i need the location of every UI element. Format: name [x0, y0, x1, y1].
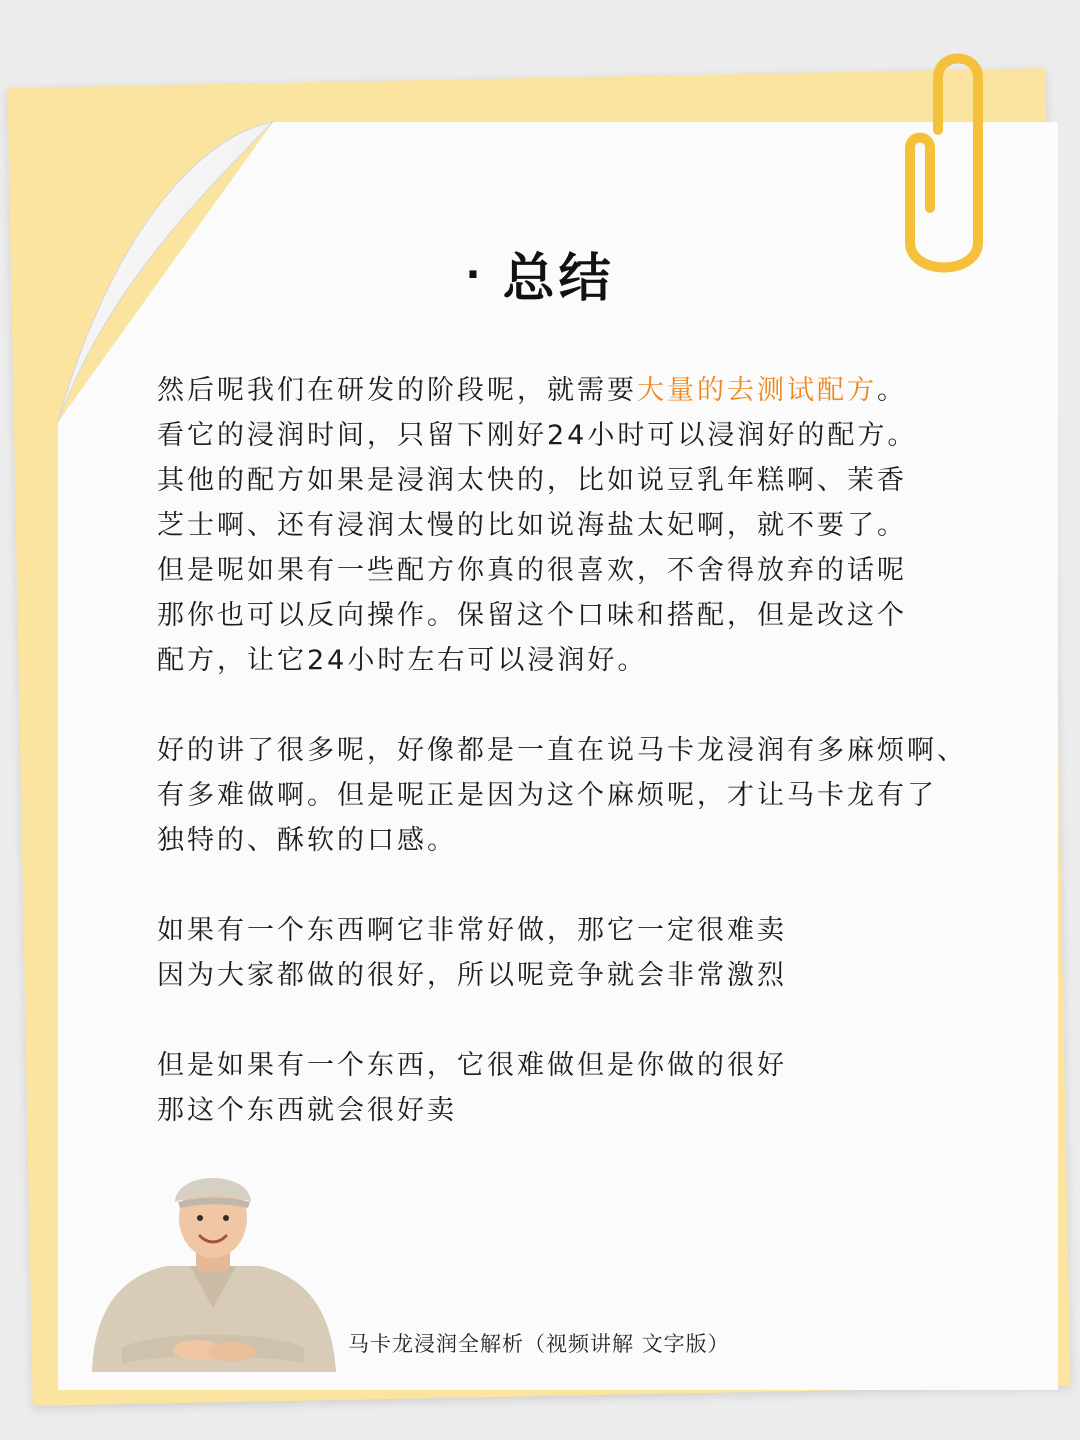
paragraph-2 — [157, 728, 1017, 863]
text-line: 看它的浸润时间，只留下刚好24小时可以浸润好的配方。 — [157, 420, 918, 451]
text-line: 然后呢我们在研发的阶段呢，就需要大量的去测试配方。 — [157, 375, 907, 406]
text-line: 好的讲了很多呢，好像都是一直在说马卡龙浸润有多麻烦啊、 — [157, 735, 967, 766]
author-photo — [82, 1158, 344, 1372]
text-line: 独特的、酥软的口感。 — [157, 825, 457, 856]
paragraph-3 — [157, 908, 1017, 998]
text-line: 芝士啊、还有浸润太慢的比如说海盐太妃啊，就不要了。 — [157, 510, 907, 541]
text-line: 因为大家都做的很好，所以呢竞争就会非常激烈 — [157, 960, 787, 991]
text-line: 有多难做啊。但是呢正是因为这个麻烦呢，才让马卡龙有了 — [157, 780, 937, 811]
text-line: 但是如果有一个东西，它很难做但是你做的很好 — [157, 1050, 787, 1081]
paragraph-4 — [157, 1043, 1017, 1133]
text-line: 如果有一个东西啊它非常好做，那它一定很难卖 — [157, 915, 787, 946]
title-bullet: · — [465, 252, 485, 298]
title-text: 总结 — [502, 249, 615, 309]
text-line: 配方，让它24小时左右可以浸润好。 — [157, 645, 648, 676]
text-line: 那这个东西就会很好卖 — [157, 1095, 457, 1126]
text-line: 那你也可以反向操作。保留这个口味和搭配，但是改这个 — [157, 600, 907, 631]
highlighted-phrase: 大量的去测试配方 — [637, 375, 877, 406]
footer-caption: 马卡龙浸润全解析（视频讲解 文字版） — [348, 1332, 730, 1356]
text-line: 其他的配方如果是浸润太快的，比如说豆乳年糕啊、茉香 — [157, 465, 907, 496]
paragraph-1 — [157, 368, 1017, 683]
page-title — [0, 236, 1080, 311]
text-line: 但是呢如果有一些配方你真的很喜欢，不舍得放弃的话呢 — [157, 555, 907, 586]
